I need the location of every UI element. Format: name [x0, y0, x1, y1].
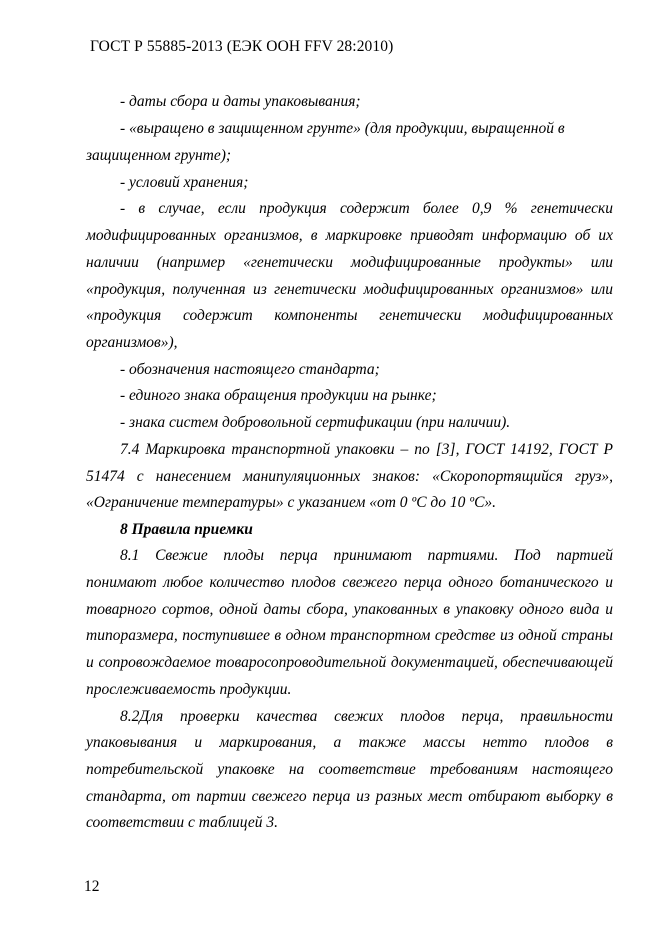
text-line: - знака систем добровольной сертификации (при наличии).: [120, 414, 511, 431]
text-line: наличии (например «генетически модифицированные продукты» или: [86, 254, 613, 271]
text-line: - даты сбора и даты упаковывания;: [120, 93, 361, 110]
text-line: прослеживаемость продукции.: [86, 681, 292, 698]
text-line: модифицированных организмов, в маркировке приводят информацию об их: [86, 227, 613, 244]
text-line: «продукция, полученная из генетически модифицированных организмов» или: [86, 281, 613, 298]
text-line: потребительской упаковке на соответствие требованиям настоящего: [86, 761, 613, 778]
section-heading: 8 Правила приемки: [120, 521, 253, 538]
text-line: соответствии с таблицей 3.: [86, 814, 279, 831]
page-number: 12: [84, 878, 100, 895]
text-line: понимают любое количество плодов свежего перца одного ботанического и: [86, 574, 613, 591]
text-line: и сопровождаемое товаросопроводительной документацией, обеспечивающей: [86, 654, 613, 671]
text-line: товарного сортов, одной даты сбора, упакованных в упаковку одного вида и: [86, 601, 613, 618]
text-line: - обозначения настоящего стандарта;: [120, 361, 380, 378]
text-line: - единого знака обращения продукции на рынке;: [120, 387, 437, 404]
text-line: - в случае, если продукция содержит более 0,9 % генетически: [120, 200, 613, 217]
text-line: организмов»),: [86, 334, 178, 351]
text-line: - «выращено в защищенном грунте» (для продукции, выращенной в: [120, 120, 565, 137]
text-line: защищенном грунте);: [86, 147, 232, 164]
text-line: 7.4 Маркировка транспортной упаковки – по [3], ГОСТ 14192, ГОСТ Р: [120, 441, 613, 458]
text-line: 8.2Для проверки качества свежих плодов перца, правильности: [120, 708, 613, 725]
text-line: стандарта, от партии свежего перца из разных мест отбирают выборку в: [86, 788, 613, 805]
document-header: ГОСТ Р 55885-2013 (ЕЭК ООН FFV 28:2010): [90, 38, 394, 55]
text-line: - условий хранения;: [120, 174, 249, 191]
text-line: типоразмера, поступившее в одном транспортном средстве из одной страны: [86, 627, 613, 644]
text-line: «Ограничение температуры» с указанием «от 0 ºС до 10 ºС».: [86, 494, 497, 511]
text-line: 51474 с нанесением манипуляционных знаков: «Скоропортящийся груз»,: [86, 468, 613, 485]
text-line: упаковывания и маркирования, а также массы нетто плодов в: [86, 734, 613, 751]
text-line: 8.1 Свежие плоды перца принимают партиями. Под партией: [120, 547, 613, 564]
text-line: «продукция содержит компоненты генетически модифицированных: [86, 307, 613, 324]
